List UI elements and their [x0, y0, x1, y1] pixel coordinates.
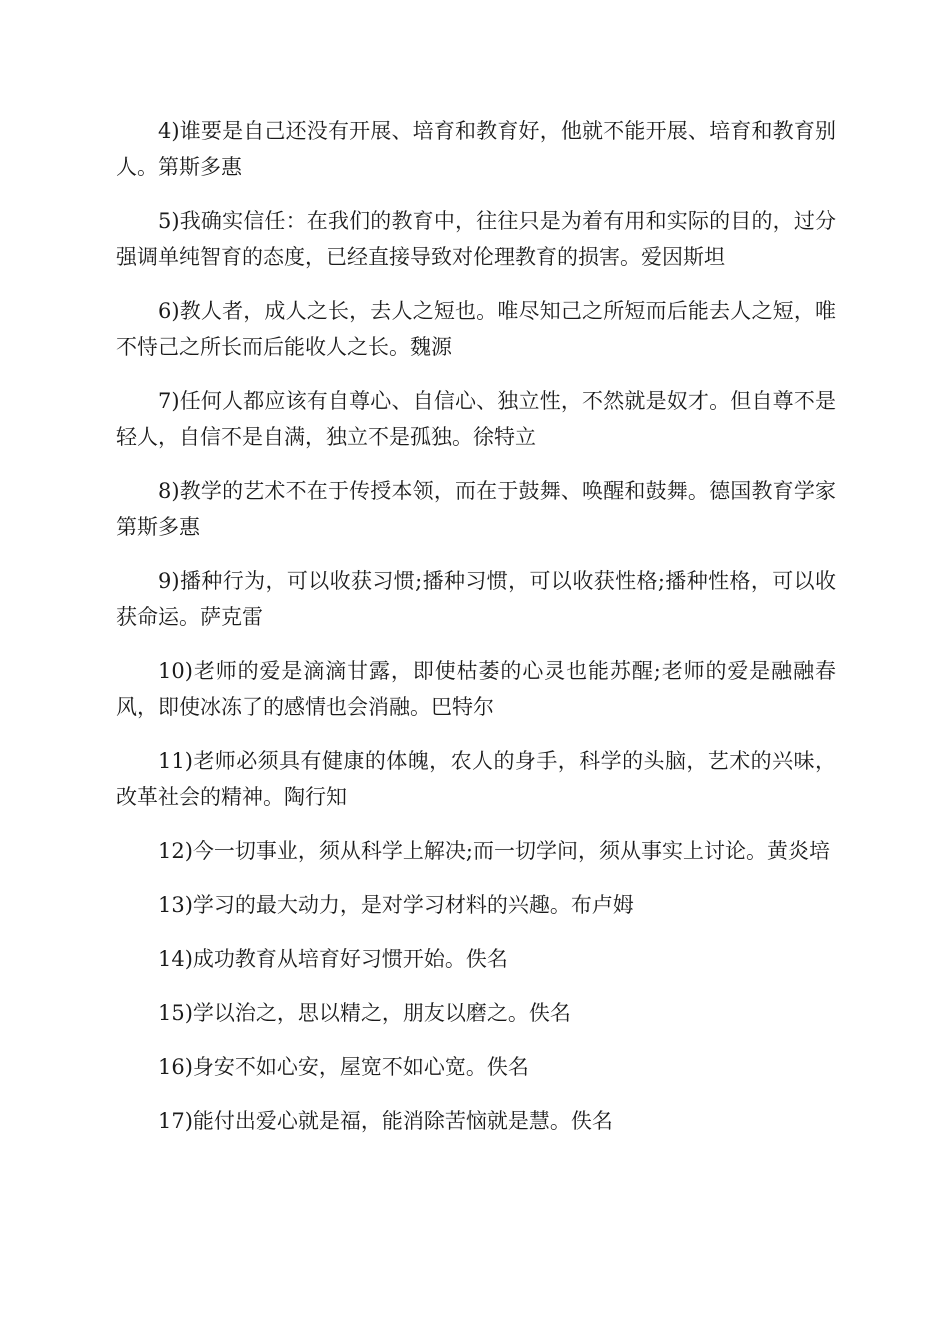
document-body — [116, 113, 836, 1157]
quote-paragraph-12: 12)今一切事业，须从科学上解决;而一切学问，须从事实上讨论。黄炎培 — [158, 839, 830, 863]
quote-paragraph-8: 8)教学的艺术不在于传授本领，而在于鼓舞、唤醒和鼓舞。德国教育学家第斯多惠 — [116, 479, 836, 539]
quote-paragraph-11: 11)老师必须具有健康的体魄，农人的身手，科学的头脑，艺术的兴味，改革社会的精神。陶行知 — [116, 749, 836, 809]
quote-paragraph-16: 16)身安不如心安，屋宽不如心宽。佚名 — [158, 1055, 529, 1079]
quote-paragraph-5: 5)我确实信任：在我们的教育中，往往只是为着有用和实际的目的，过分强调单纯智育的态度，已经直接导致对伦理教育的损害。爱因斯坦 — [116, 209, 836, 269]
quote-paragraph-7: 7)任何人都应该有自尊心、自信心、独立性，不然就是奴才。但自尊不是轻人，自信不是自满，独立不是孤独。徐特立 — [116, 389, 836, 449]
quote-paragraph-17: 17)能付出爱心就是福，能消除苦恼就是慧。佚名 — [158, 1109, 613, 1133]
quote-paragraph-10: 10)老师的爱是滴滴甘露，即使枯萎的心灵也能苏醒;老师的爱是融融春风，即使冰冻了的感情也会消融。巴特尔 — [116, 659, 836, 719]
quote-paragraph-14: 14)成功教育从培育好习惯开始。佚名 — [158, 947, 508, 971]
quote-paragraph-15: 15)学以治之，思以精之，朋友以磨之。佚名 — [158, 1001, 571, 1025]
quote-paragraph-13: 13)学习的最大动力，是对学习材料的兴趣。布卢姆 — [158, 893, 634, 917]
quote-paragraph-4: 4)谁要是自己还没有开展、培育和教育好，他就不能开展、培育和教育别人。第斯多惠 — [116, 119, 836, 179]
quote-paragraph-6: 6)教人者，成人之长，去人之短也。唯尽知己之所短而后能去人之短，唯不恃己之所长而后能收人之长。魏源 — [116, 299, 836, 359]
quote-paragraph-9: 9)播种行为，可以收获习惯;播种习惯，可以收获性格;播种性格，可以收获命运。萨克雷 — [116, 569, 836, 629]
